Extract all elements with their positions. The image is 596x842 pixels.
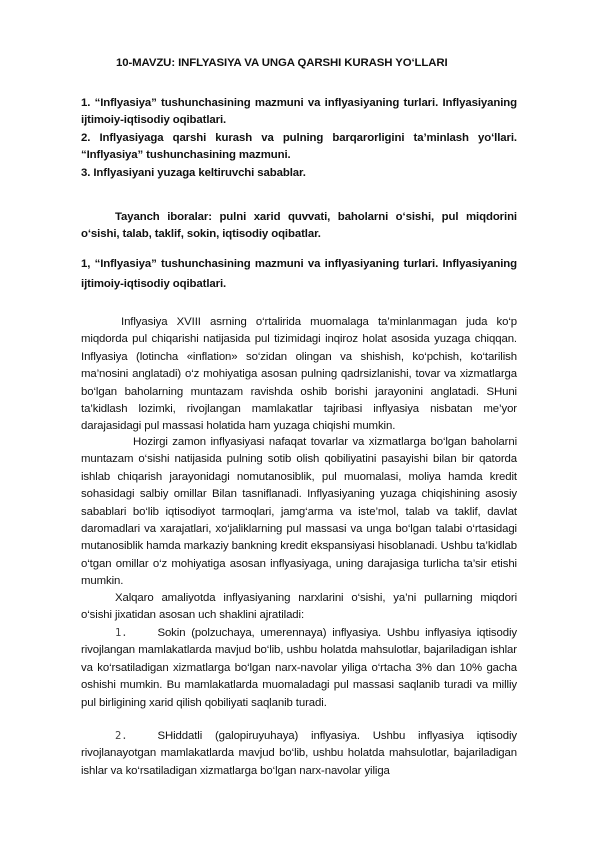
plan-item-3: 3. Inflyasiyani yuzaga keltiruvchi sabablar. <box>81 167 306 179</box>
keywords: Tayanch iboralar: pulni xarid quvvati, baholarni o‘sishi, pul miqdorini o‘sishi, talab, taklif, sokin, iqtisodiy oqibatlar. <box>81 211 517 241</box>
list-item-text: Sokin (polzuchaya, umerennaya) inflyasiya. Ushbu inflyasiya iqtisodiy rivojlangan mamlakatlarda mavjud bo‘lib, ushbu holatda mahsulotlar, bajariladigan ishlar va ko‘rsatiladigan xizmatlarga bo‘lgan narx-navolar yiliga o‘rtacha 3% dan 10% gacha oshishi mumkin. Bu mamlakatlarda muomaladagi pul massasi saqlanib turadi va milliy pul birligining xarid qilish qobiliyati saqlanib turadi. <box>81 627 517 709</box>
paragraph-international-practice: Xalqaro amaliyotda inflyasiyaning narxlarini o‘sishi, ya’ni pullarning miqdori o‘sishi jixatidan asosan uch shaklini ajratiladi: <box>81 592 517 622</box>
list-number: 1. <box>115 627 128 639</box>
plan-item-2: 2. Inflyasiyaga qarshi kurash va pulning barqarorligini ta’minlash yo‘llari. “Inflyasiya” tushunchasining mazmuni. <box>81 132 517 162</box>
paragraph-modern-inflation: Hozirgi zamon inflyasiyasi nafaqat tovarlar va xizmatlarga bo‘lgan baholarni muntazam o‘sishi natijasida pulning sotib olish qobiliyatini pasayishi bilan bir qatorda ishlab chiqarish jarayonidagi nomutanosiblik, pul muomalasi, moliya hamda kredit sohasidagi salbiy omillar Bilan tasniflanadi. Inflyasiyaning yuzaga chiqishining asosiy sabablari bo‘lib iqtisodiyot tarmoqlari, jamg‘arma va iste’mol, talab va taklif, davlat daromadlari va xarajatlari, xo‘jaliklarning pul massasi va unga bo‘lgan talabi o‘rtasidagi mutanosiblik hamda markaziy bankning kredit ekspansiyasi hisoblanadi. Ushbu ta’kidlab o‘tgan omillar o‘z mohiyatiga asosan inflyasiyaga, uning darajasiga turlicha ta’sir etishi mumkin. <box>81 436 517 588</box>
list-item <box>81 728 517 780</box>
paragraph-intro: Inflyasiya XVIII asrning o‘rtalirida muomalaga ta’minlanmagan juda ko‘p miqdorda pul chiqarishi natijasida pul tizimidagi inqiroz holat asosida yuzaga chiqqan. Inflyasiya (lotincha «inflation» so‘zidan olingan va shishish, ko‘pchish, ko‘tarilish ma’nosini anglatadi) o‘z mohiyatiga asosan pulning qadrsizlanishi, tovar va xizmatlarga bo‘lgan baholarning muntazam ravishda oshib borishi jarayonini anglatadi. SHuni ta’kidlash lozimki, rivojlangan mamlakatlar tajribasi inflyasiya nisbatan me’yor darajasidagi pul massasi holatida ham yuzaga chiqishi mumkin. <box>81 316 517 433</box>
lecture-title: 10-MAVZU: INFLYASIYA VA UNGA QARSHI KURASH YO‘LLARI <box>116 57 448 69</box>
plan-item-1: 1. “Inflyasiya” tushunchasining mazmuni va inflyasiyaning turlari. Inflyasiyaning ijtimoiy-iqtisodiy oqibatlari. <box>81 97 517 127</box>
list-item <box>81 625 517 712</box>
list-item-text: SHiddatli (galopiruyuhaya) inflyasiya. Ushbu inflyasiya iqtisodiy rivojlanayotgan mamlakatlarda mavjud bo‘lib, ushbu holatda mahsulotlar, bajariladigan ishlar va ko‘rsatiladigan xizmatlarga bo‘lgan narx-navolar yiliga <box>81 730 517 777</box>
section-heading: 1, “Inflyasiya” tushunchasining mazmuni va inflyasiyaning turlari. Inflyasiyaning ijtimoiy-iqtisodiy oqibatlari. <box>81 258 517 290</box>
list-number: 2. <box>115 730 128 742</box>
